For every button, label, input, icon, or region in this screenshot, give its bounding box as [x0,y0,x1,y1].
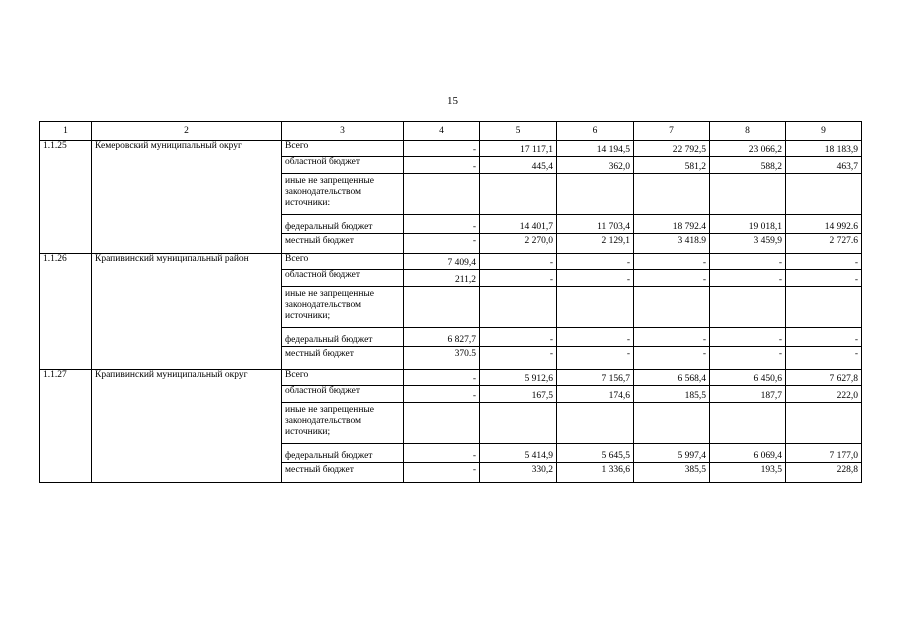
value-cell: - [404,386,480,403]
value-cell [557,287,634,328]
value-cell [710,174,786,215]
value-cell: 174,6 [557,386,634,403]
value-cell: 5 912,6 [480,370,557,386]
value-cell: 228,8 [786,463,862,483]
funding-source-label: местный бюджет [282,234,404,254]
value-cell: - [480,347,557,370]
value-cell: 11 703,4 [557,215,634,234]
value-cell: - [404,157,480,174]
value-cell: - [404,463,480,483]
value-cell [634,287,710,328]
value-cell: - [710,347,786,370]
funding-source-label: федеральный бюджет [282,215,404,234]
funding-source-label: иные не запрещенные законодательством источники: [282,174,404,215]
value-cell: - [786,270,862,287]
header-cell: 2 [92,122,282,141]
item-code: 1.1.25 [40,141,92,254]
value-cell: 22 792,5 [634,141,710,157]
value-cell: 6 069,4 [710,444,786,463]
value-cell: 2 270,0 [480,234,557,254]
value-cell: - [404,141,480,157]
item-name: Крапивинский муниципальный район [92,254,282,370]
value-cell: 385,5 [634,463,710,483]
value-cell: 14 992.6 [786,215,862,234]
header-cell: 9 [786,122,862,141]
funding-source-label: Всего [282,254,404,270]
value-cell: 185,5 [634,386,710,403]
value-cell: 14 194,5 [557,141,634,157]
header-cell: 1 [40,122,92,141]
value-cell: 17 117,1 [480,141,557,157]
funding-source-label: Всего [282,141,404,157]
value-cell: 23 066,2 [710,141,786,157]
value-cell: 5 414,9 [480,444,557,463]
header-cell: 4 [404,122,480,141]
header-cell: 8 [710,122,786,141]
value-cell: 1 336,6 [557,463,634,483]
funding-source-label: федеральный бюджет [282,444,404,463]
item-code: 1.1.27 [40,370,92,483]
value-cell: 211,2 [404,270,480,287]
value-cell: - [634,254,710,270]
value-cell: 187,7 [710,386,786,403]
value-cell: 6 568,4 [634,370,710,386]
value-cell: 330,2 [480,463,557,483]
value-cell: - [710,254,786,270]
value-cell: 7 156,7 [557,370,634,386]
value-cell: - [557,254,634,270]
value-cell [634,174,710,215]
value-cell: - [557,328,634,347]
header-cell: 7 [634,122,710,141]
value-cell [710,403,786,444]
value-cell: 370.5 [404,347,480,370]
item-code: 1.1.26 [40,254,92,370]
value-cell [480,174,557,215]
value-cell: - [710,270,786,287]
value-cell [786,174,862,215]
page-number: 15 [447,95,458,107]
value-cell: - [634,328,710,347]
value-cell: 445,4 [480,157,557,174]
item-name: Крапивинский муниципальный округ [92,370,282,483]
value-cell [557,174,634,215]
table-row [40,254,862,270]
funding-source-label: областной бюджет [282,386,404,403]
funding-source-label: иные не запрещенные законодательством источники; [282,403,404,444]
value-cell: 6 450,6 [710,370,786,386]
value-cell: 7 627,8 [786,370,862,386]
funding-source-label: Всего [282,370,404,386]
value-cell: - [710,328,786,347]
value-cell: 362,0 [557,157,634,174]
value-cell: 3 459,9 [710,234,786,254]
value-cell [480,287,557,328]
value-cell: 2 727.6 [786,234,862,254]
value-cell [786,403,862,444]
value-cell: 19 018,1 [710,215,786,234]
value-cell: 6 827,7 [404,328,480,347]
header-cell: 6 [557,122,634,141]
value-cell: 581,2 [634,157,710,174]
value-cell: 7 409,4 [404,254,480,270]
value-cell: 463,7 [786,157,862,174]
header-cell: 5 [480,122,557,141]
value-cell: 3 418.9 [634,234,710,254]
value-cell [404,403,480,444]
value-cell: 5 997,4 [634,444,710,463]
value-cell [634,403,710,444]
value-cell: - [404,215,480,234]
value-cell: 7 177,0 [786,444,862,463]
value-cell: - [557,347,634,370]
funding-source-label: иные не запрещенные законодательством источники; [282,287,404,328]
value-cell: 167,5 [480,386,557,403]
value-cell: 588,2 [710,157,786,174]
value-cell: 14 401,7 [480,215,557,234]
value-cell: 193,5 [710,463,786,483]
value-cell [480,403,557,444]
funding-source-label: местный бюджет [282,347,404,370]
value-cell: 18 792.4 [634,215,710,234]
value-cell: - [480,328,557,347]
funding-source-label: местный бюджет [282,463,404,483]
value-cell: 2 129,1 [557,234,634,254]
budget-table [39,121,862,483]
value-cell [404,174,480,215]
value-cell: - [404,370,480,386]
value-cell: - [786,328,862,347]
value-cell: 222,0 [786,386,862,403]
value-cell [404,287,480,328]
header-cell: 3 [282,122,404,141]
value-cell: - [786,254,862,270]
table-row [40,141,862,157]
value-cell: - [404,234,480,254]
value-cell: - [634,347,710,370]
value-cell [786,287,862,328]
item-name: Кемеровский муниципальный округ [92,141,282,254]
value-cell: - [480,270,557,287]
value-cell: 5 645,5 [557,444,634,463]
header-row [40,122,862,141]
funding-source-label: федеральный бюджет [282,328,404,347]
value-cell [710,287,786,328]
value-cell: - [480,254,557,270]
value-cell: - [557,270,634,287]
value-cell: - [786,347,862,370]
value-cell: - [404,444,480,463]
value-cell: 18 183,9 [786,141,862,157]
funding-source-label: областной бюджет [282,157,404,174]
table-row [40,370,862,386]
value-cell: - [634,270,710,287]
value-cell [557,403,634,444]
funding-source-label: областной бюджет [282,270,404,287]
